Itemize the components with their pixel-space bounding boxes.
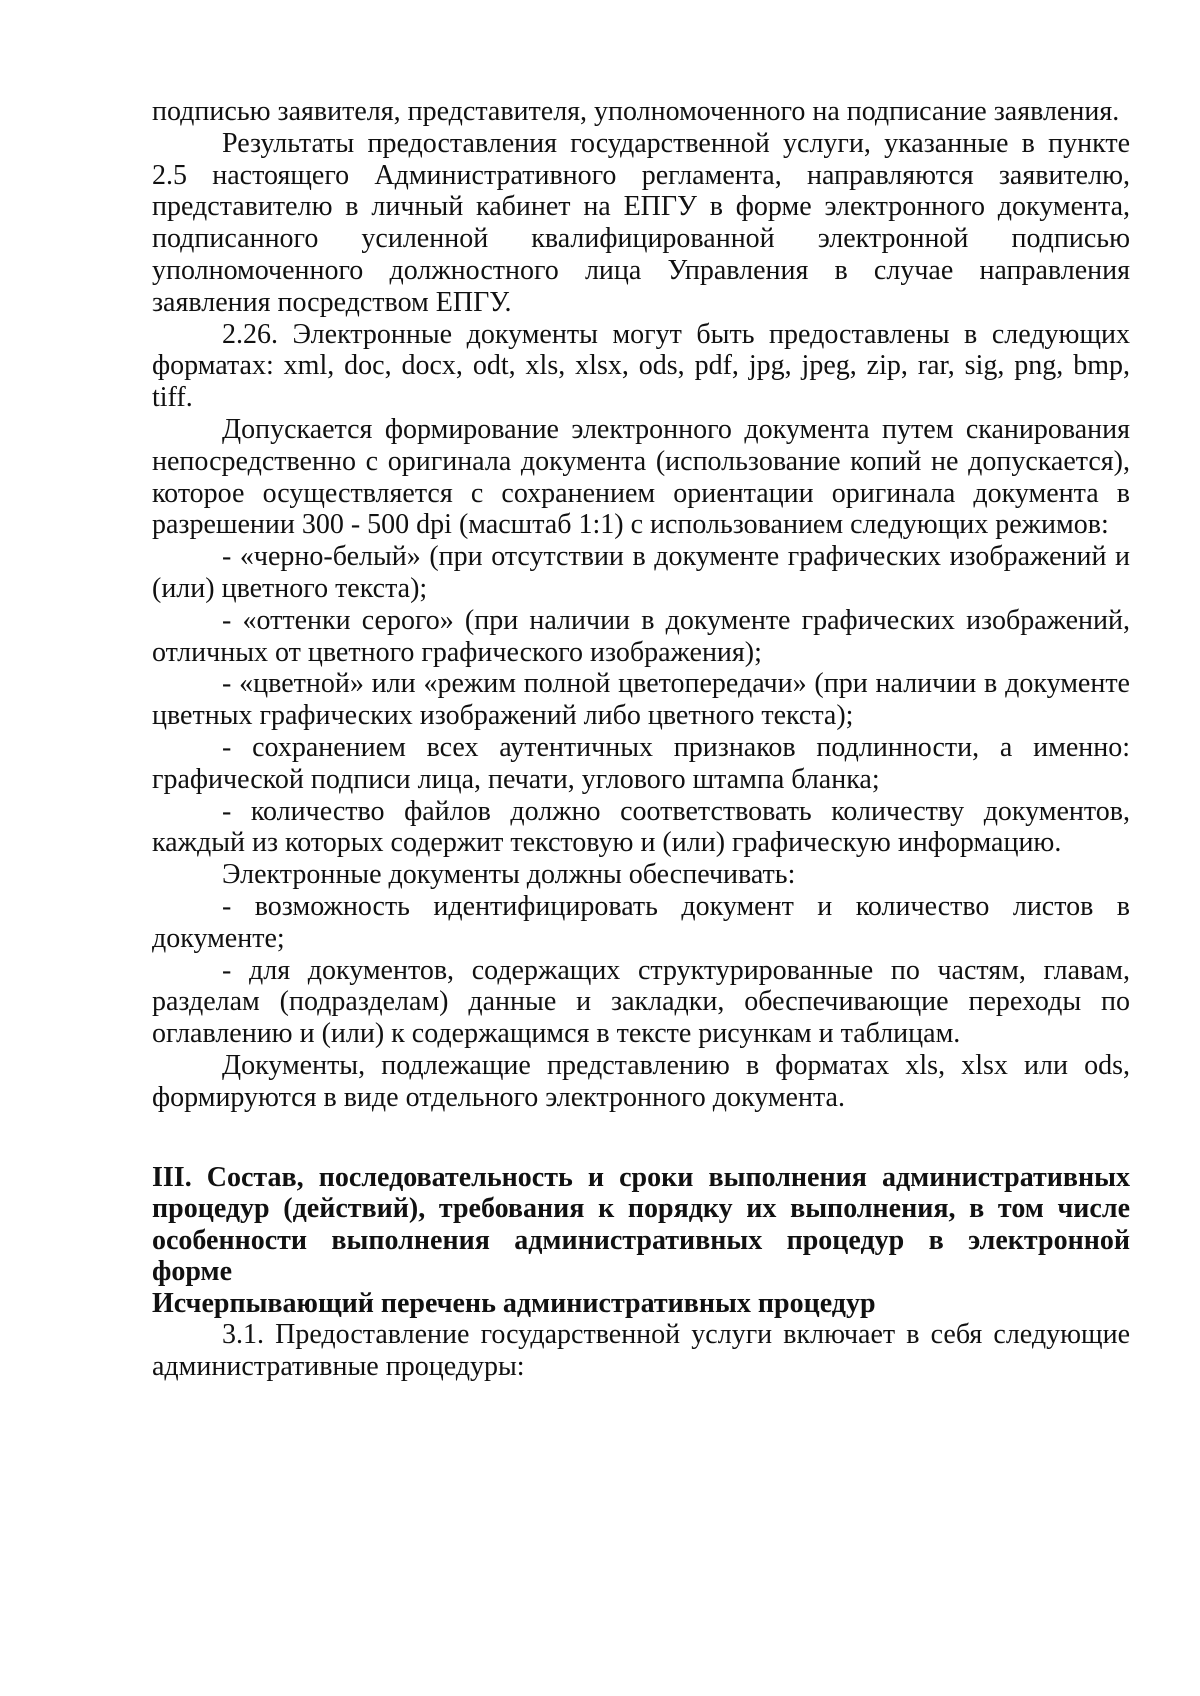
list-item: - количество файлов должно соответствовать количеству документов, каждый из которых содержит текстовую и (или) графическую информацию. xyxy=(152,795,1130,859)
paragraph: 3.1. Предоставление государственной услуги включает в себя следующие административные процедуры: xyxy=(152,1319,1130,1383)
list-item: - «оттенки серого» (при наличии в документе графических изображений, отличных от цветного графического изображения); xyxy=(152,604,1130,668)
list-item: - сохранением всех аутентичных признаков подлинности, а именно: графической подписи лица, печати, углового штампа бланка; xyxy=(152,731,1130,795)
paragraph: Результаты предоставления государственной услуги, указанные в пункте 2.5 настоящего Административного регламента, направляются заявителю, представителю в личный кабинет на ЕПГУ в форме электронного документа, подписанного усиленной квалифицированной электронной подписью уполномоченного должностного лица Управления в случае направления заявления посредством ЕПГУ. xyxy=(152,127,1130,318)
list-item: - «цветной» или «режим полной цветопередачи» (при наличии в документе цветных графических изображений либо цветного текста); xyxy=(152,668,1130,732)
document-page xyxy=(152,96,1130,1383)
paragraph: Документы, подлежащие представлению в форматах xls, xlsx или ods, формируются в виде отдельного электронного документа. xyxy=(152,1049,1130,1113)
list-item: - для документов, содержащих структурированные по частям, главам, разделам (подразделам) данные и закладки, обеспечивающие переходы по оглавлению и (или) к содержащимся в тексте рисункам и таблицам. xyxy=(152,954,1130,1050)
paragraph: Электронные документы должны обеспечивать: xyxy=(222,859,796,891)
list-item: - возможность идентифицировать документ и количество листов в документе; xyxy=(152,890,1130,954)
paragraph: подписью заявителя, представителя, уполномоченного на подписание заявления. xyxy=(152,96,1120,127)
paragraph: 2.26. Электронные документы могут быть предоставлены в следующих форматах: xml, doc, docx, odt, xls, xlsx, ods, pdf, jpg, jpeg, zip, rar, sig, png, bmp, tiff. xyxy=(152,318,1130,414)
paragraph: Допускается формирование электронного документа путем сканирования непосредственно с оригинала документа (использование копий не допускается), которое осуществляется с сохранением ориентации оригинала документа в разрешении 300 - 500 dpi (масштаб 1:1) с использованием следующих режимов: xyxy=(152,413,1130,541)
section-heading: III. Состав, последовательность и сроки выполнения административных процедур (действий), требования к порядку их выполнения, в том числе особенности выполнения административных процедур в электронной форме xyxy=(152,1161,1130,1288)
subsection-heading: Исчерпывающий перечень административных процедур xyxy=(152,1287,876,1319)
section-heading-block xyxy=(152,1162,1130,1288)
list-item: - «черно-белый» (при отсутствии в документе графических изображений и (или) цветного текста); xyxy=(152,541,1130,604)
